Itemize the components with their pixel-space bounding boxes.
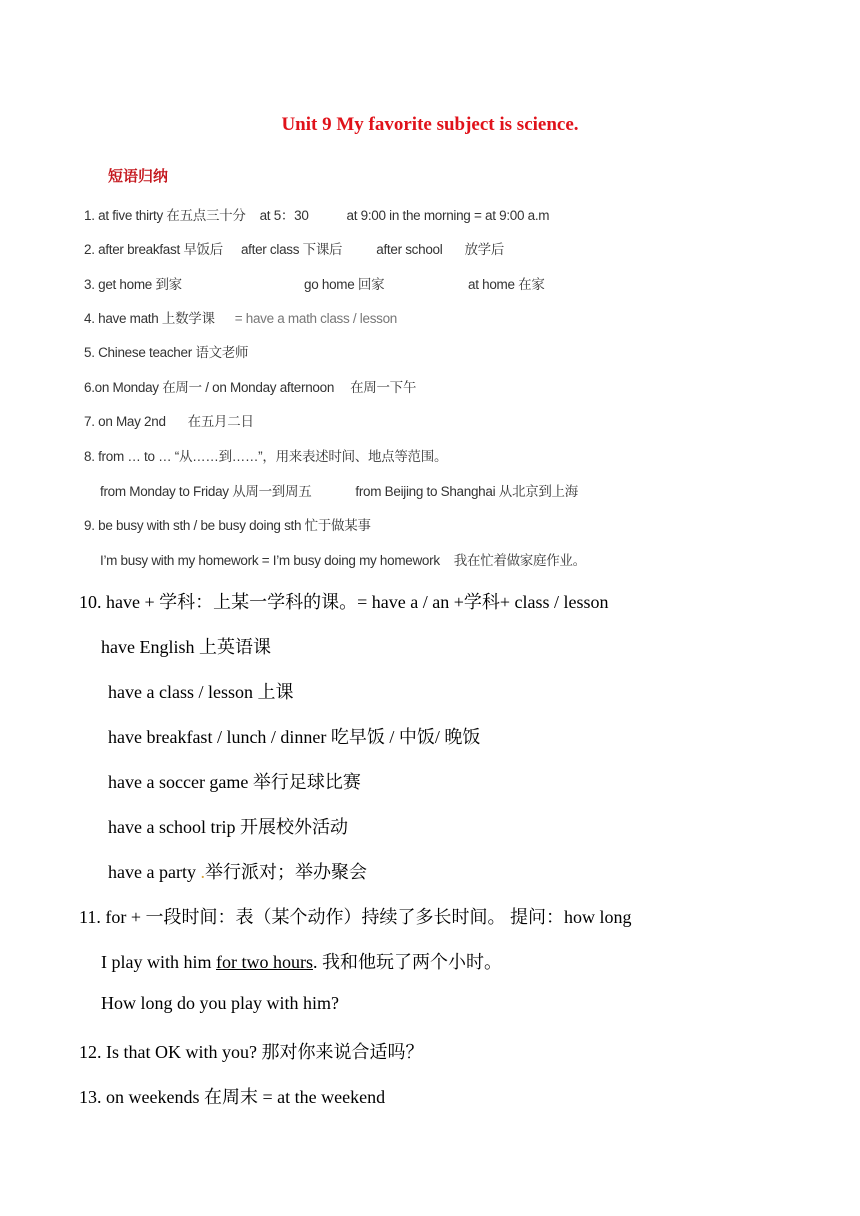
scan-heading: 短语归纳 [108,168,169,185]
scan-seg: 我在忙着做家庭作业。 [453,553,586,568]
scan-seg: 8. from … to … “从……到……”，用来表述时间、地点等范围。 [84,449,448,464]
party-zh: 举行派对；举办聚会 [204,862,367,882]
scan-seg: from Monday to Friday 从周一到周五 [100,484,312,499]
item-12: 12. Is that OK with you? 那对你来说合适吗？ [79,1042,424,1062]
scan-seg: 1. at five thirty 在五点三十分 [84,208,246,223]
scan-seg: 在周一下午 [350,380,417,395]
scan-seg: at home 在家 [468,277,545,292]
scan-seg: at 9:00 in the morning = at 9:00 a.m [346,208,550,223]
scan-seg: after class 下课后 [240,242,343,257]
item-10-example-class: have a class / lesson 上课 [108,682,294,702]
scan-line-4 [84,307,397,327]
scan-seg: 4. have math 上数学课 [84,311,215,326]
party-en: have a party [108,862,196,882]
underlined-phrase: for two hours [216,952,313,972]
item-10-example-trip: have a school trip 开展校外活动 [108,817,348,837]
scan-seg: at 5：30 [259,208,309,223]
scan-line-1 [84,204,549,224]
scan-line-9 [84,514,371,534]
example-post: . 我和他玩了两个小时。 [313,952,502,972]
scan-line-7 [84,410,254,430]
scan-seg: 放学后 [464,242,505,257]
scan-seg: from Beijing to Shanghai 从北京到上海 [355,484,578,499]
item-11: 11. for + 一段时间：表（某个动作）持续了多长时间。 提问：how long [79,907,632,927]
item-10-example-english: have English 上英语课 [101,637,271,657]
scan-seg: = have a math class / lesson [234,311,398,326]
example-pre: I play with him [101,952,216,972]
scan-line-6 [84,376,416,396]
scan-seg: after school [376,242,443,257]
scan-seg: 9. be busy with sth / be busy doing sth 忙于做某事 [84,518,371,533]
scan-seg: 6.on Monday 在周一 / on Monday afternoon [84,380,335,395]
item-10-example-meals: have breakfast / lunch / dinner 吃早饭 / 中饭/ 晚饭 [108,727,481,747]
item-10-example-party [108,858,367,884]
item-13: 13. on weekends 在周末 = at the weekend [79,1087,386,1107]
scan-line-8b [100,480,578,500]
item-11-example [101,948,502,974]
page-title: Unit 9 My favorite subject is science. [281,114,579,135]
scan-line-5 [84,341,248,361]
scan-seg: 在五月二日 [187,414,254,429]
dot-mark: . [195,862,205,882]
scan-line-2 [84,238,504,258]
item-11-question: How long do you play with him? [101,993,339,1013]
scan-seg: 7. on May 2nd [84,414,166,429]
phrase-summary-scan [84,160,684,570]
scan-seg: go home 回家 [304,277,385,292]
scan-line-9b [100,549,586,569]
scan-seg: 3. get home 到家 [84,277,182,292]
item-10-example-soccer: have a soccer game 举行足球比赛 [108,772,361,792]
scan-seg: I’m busy with my homework = I’m busy doing my homework [100,553,440,568]
item-10: 10. have + 学科：上某一学科的课。= have a / an +学科+ class / lesson [79,592,609,612]
scan-line-3 [84,273,545,293]
scan-seg: 2. after breakfast 早饭后 [84,242,223,257]
scan-seg: 5. Chinese teacher 语文老师 [84,345,249,360]
scan-line-8 [84,445,447,465]
